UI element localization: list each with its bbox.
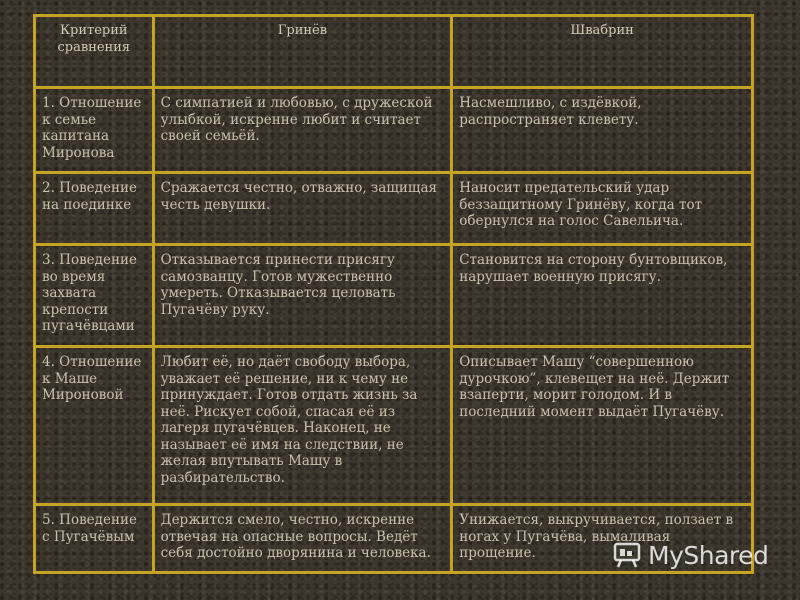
row-shvabrin: Насмешливо, с издёвкой, распространяет клевету. xyxy=(452,88,753,173)
row-criterion: 3. Поведение во время захвата крепости пугачёвцами xyxy=(35,245,154,347)
row-grinev: Сражается честно, отважно, защищая честь девушки. xyxy=(153,173,452,245)
table-header-row xyxy=(35,16,753,88)
row-grinev: Любит её, но даёт свободу выбора, уважает её решение, ни к чему не принуждает. Готов отдать жизнь за неё. Рискует собой, спасая её из лагеря пугачёвцев. Наконец, не называет её имя на следствии, не желая впутывать Машу в разбирательство. xyxy=(153,347,452,505)
row-grinev: С симпатией и любовью, с дружеской улыбкой, искренне любит и считает своей семьёй. xyxy=(153,88,452,173)
row-shvabrin: Описывает Машу “совершенною дурочкою”, клевещет на неё. Держит взаперти, морит голодом. И в последний момент выдаёт Пугачёву. xyxy=(452,347,753,505)
myshared-watermark[interactable] xyxy=(612,540,768,570)
row-criterion: 2. Поведение на поединке xyxy=(35,173,154,245)
table-row xyxy=(35,347,753,505)
row-grinev: Отказывается принести присягу самозванцу. Готов мужественно умереть. Отказывается целовать Пугачёву руку. xyxy=(153,245,452,347)
row-shvabrin: Наносит предательский удар беззащитному Гринёву, когда тот обернулся на голос Савельича. xyxy=(452,173,753,245)
presentation-board-icon xyxy=(612,540,642,570)
comparison-table xyxy=(33,14,754,574)
header-grinev: Гринёв xyxy=(153,16,452,88)
table-row xyxy=(35,173,753,245)
row-criterion: 5. Поведение с Пугачёвым xyxy=(35,505,154,573)
row-grinev: Держится смело, честно, искренне отвечая на опасные вопросы. Ведёт себя достойно дворянина и человека. xyxy=(153,505,452,573)
watermark-text: MyShared xyxy=(648,540,769,570)
table-row xyxy=(35,88,753,173)
table-row xyxy=(35,245,753,347)
row-shvabrin: Унижается, выкручивается, ползает в ногах у Пугачёва, вымаливая прощение. xyxy=(452,505,753,573)
row-shvabrin: Становится на сторону бунтовщиков, нарушает военную присягу. xyxy=(452,245,753,347)
header-criterion: Критерий сравнения xyxy=(35,16,154,88)
row-criterion: 4. Отношение к Маше Мироновой xyxy=(35,347,154,505)
row-criterion: 1. Отношение к семье капитана Миронова xyxy=(35,88,154,173)
header-shvabrin: Швабрин xyxy=(452,16,753,88)
